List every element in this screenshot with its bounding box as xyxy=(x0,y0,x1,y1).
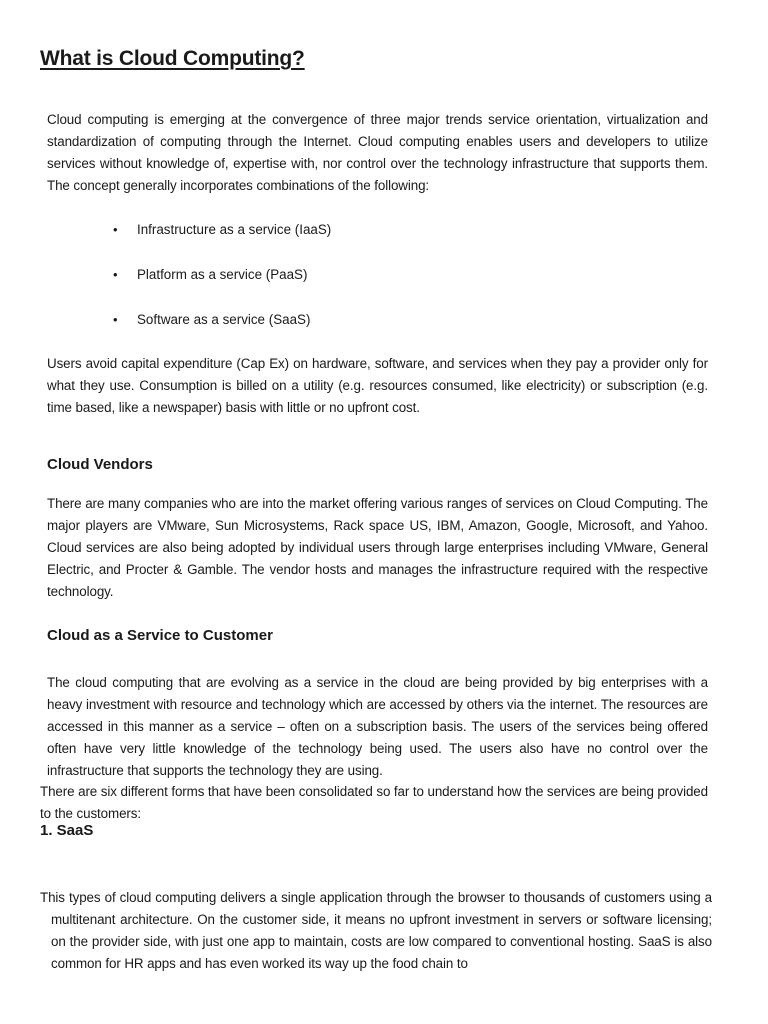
bullet-icon: • xyxy=(113,312,118,327)
bullet-icon: • xyxy=(113,222,118,237)
service-forms-paragraph: There are six different forms that have been consolidated so far to understand how the services are being provided to the customers: xyxy=(40,784,708,821)
cloud-service-heading: Cloud as a Service to Customer xyxy=(47,627,273,644)
bullet-icon: • xyxy=(113,267,118,282)
page-title: What is Cloud Computing? xyxy=(40,47,305,70)
cloud-vendors-paragraph: There are many companies who are into the market offering various ranges of services on Cloud Computing. The major players are VMware, Sun Microsystems, Rack space US, IBM, Amazon, Google, Microsoft, and Yahoo. Cloud services are also being adopted by individual users through large enterprises including VMware, General Electric, and Procter & Gamble. The vendor hosts and manages the infrastructure required with the respective technology. xyxy=(47,496,708,599)
list-item-label: Platform as a service (PaaS) xyxy=(137,267,308,282)
cloud-vendors-heading: Cloud Vendors xyxy=(47,456,153,473)
cloud-service-paragraph: The cloud computing that are evolving as a service in the cloud are being provided by big enterprises with a heavy investment with resource and technology which are accessed by others via the internet. The resources are accessed in this manner as a service – often on a subscription basis. The users of the services being offered often have very little knowledge of the technology being used. The users also have no control over the infrastructure that supports the technology they are using. xyxy=(47,675,708,778)
service-model-list xyxy=(108,218,331,353)
intro-paragraph: Cloud computing is emerging at the convergence of three major trends service orientation, virtualization and standardization of computing through the Internet. Cloud computing enables users and developers to utilize services without knowledge of, expertise with, nor control over the technology infrastructure that supports them. The concept generally incorporates combinations of the following: xyxy=(47,112,708,193)
list-item-label: Infrastructure as a service (IaaS) xyxy=(137,222,332,237)
capex-paragraph: Users avoid capital expenditure (Cap Ex) on hardware, software, and services when they pay a provider only for what they use. Consumption is billed on a utility (e.g. resources consumed, like electricity) or subscription (e.g. time based, like a newspaper) basis with little or no upfront cost. xyxy=(47,356,708,415)
list-item-label: Software as a service (SaaS) xyxy=(137,312,311,327)
list-item xyxy=(108,308,331,353)
list-item xyxy=(108,218,331,263)
saas-paragraph: This types of cloud computing delivers a single application through the browser to thousands of customers using a multitenant architecture. On the customer side, it means no upfront investment in servers or software licensing; on the provider side, with just one app to maintain, costs are low compared to conventional hosting. SaaS is also common for HR apps and has even worked its way up the food chain to xyxy=(40,890,712,971)
list-item xyxy=(108,263,331,308)
saas-heading: 1. SaaS xyxy=(40,822,94,839)
